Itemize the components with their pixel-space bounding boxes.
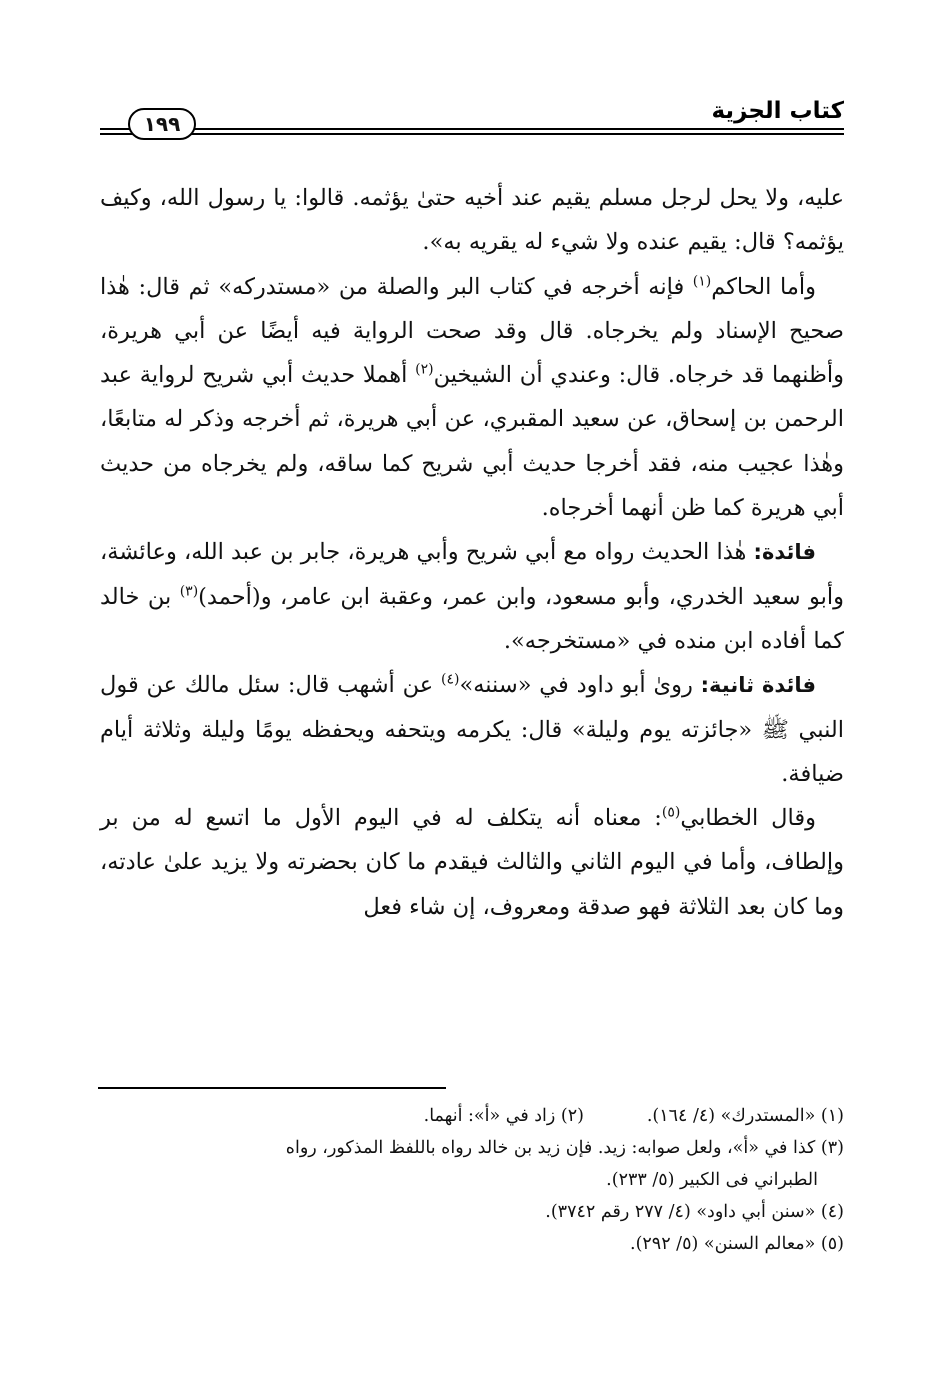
footnote-2: (٢) زاد في «أ»: أنهما. — [423, 1106, 584, 1126]
footnote-ref: (٤) — [440, 671, 460, 688]
footnote-3: (٣) كذا في «أ»، ولعل صوابه: زيد. فإن زيد بن خالد رواه باللفظ المذكور، رواه — [285, 1138, 844, 1158]
paragraph-5 — [100, 796, 844, 929]
footnote-ref: (٣) — [179, 583, 199, 600]
footnote-1: (١) «المستدرك» (٤/ ١٦٤). — [646, 1106, 844, 1126]
footnotes — [100, 1100, 844, 1260]
footnote-row — [100, 1100, 844, 1132]
page-number: ١٩٩ — [128, 108, 196, 140]
paragraph-text: أهملا حديث أبي شريح لرواية عبد الرحمن بن إسحاق، عن سعيد المقبري، عن أبي هريرة، ثم أخرجه وذكر له متابعًا، وهٰذا عجيب منه، فقد أخرجا حديث أبي شريح كما ساقه، ولم يخرجاه من حديث أبي هريرة كما ظن أنهما أخرجاه. — [100, 362, 844, 522]
page-header — [100, 96, 844, 142]
header-rule — [100, 128, 844, 135]
footnote-ref: (٥) — [661, 804, 681, 821]
paragraph-text: وأما الحاكم — [711, 273, 816, 300]
book-title: كتاب الجزية — [711, 98, 844, 124]
note-label: فائدة: — [753, 540, 816, 565]
footnote-ref: (١) — [692, 273, 712, 290]
main-text — [100, 176, 844, 929]
paragraph-4 — [100, 663, 844, 796]
footnote-4: (٤) «سنن أبي داود» (٤/ ٢٧٧ رقم ٣٧٤٢). — [545, 1202, 844, 1222]
footnote-5: (٥) «معالم السنن» (٥/ ٢٩٢). — [630, 1234, 844, 1254]
footnote-ref: (٢) — [415, 361, 434, 378]
paragraph-text: هٰذا الحديث رواه مع أبي شريح وأبي هريرة، جابر بن عبد الله، وعائشة، وأبو سعيد الخدري، وأبو مسعود، وابن عمر، وعقبة ابن عامر، و(أحمد) — [100, 539, 845, 610]
paragraph-3 — [100, 530, 844, 663]
paragraph-text: : معناه أنه يتكلف له في اليوم الأول ما اتسع له من بر وإلطاف، وأما في اليوم الثاني والثالث فيقدم ما كان بحضرته ولا يزيد علىٰ عادته، وما كان بعد الثلاثة فهو صدقة ومعروف، إن شاء فعل — [100, 805, 844, 920]
paragraph-text: بن خالد كما أفاده ابن منده في «مستخرجه». — [100, 583, 844, 654]
footnote-separator — [98, 1087, 446, 1089]
paragraph-1: عليه، ولا يحل لرجل مسلم يقيم عند أخيه حتىٰ يؤثمه. قالوا: يا رسول الله، وكيف يؤثمه؟ قال: يقيم عنده ولا شيء له يقريه به». — [100, 185, 844, 256]
paragraph-text: فإنه أخرجه في كتاب البر والصلة من «مستدركه» ثم قال: هٰذا صحيح الإسناد ولم يخرجاه. قال وقد صحت الرواية فيه أيضًا عن أبي هريرة، وأظنهما قد خرجاه. قال: وعندي أن الشيخين — [100, 273, 844, 389]
paragraph-2 — [100, 265, 844, 531]
paragraph-text: عن أشهب قال: سئل مالك عن قول النبي ﷺ «جائزته يوم وليلة» قال: يكرمه ويتحفه ويحفظه يومًا وليلة وثلاثة أيام ضيافة. — [100, 672, 844, 787]
note-label: فائدة ثانية: — [700, 673, 816, 698]
footnote-3-continued: الطبراني فى الكبير (٥/ ٢٣٣). — [606, 1170, 818, 1190]
paragraph-text: روىٰ أبو داود في «سننه» — [459, 672, 701, 699]
paragraph-text: وقال الخطابي — [680, 805, 816, 832]
